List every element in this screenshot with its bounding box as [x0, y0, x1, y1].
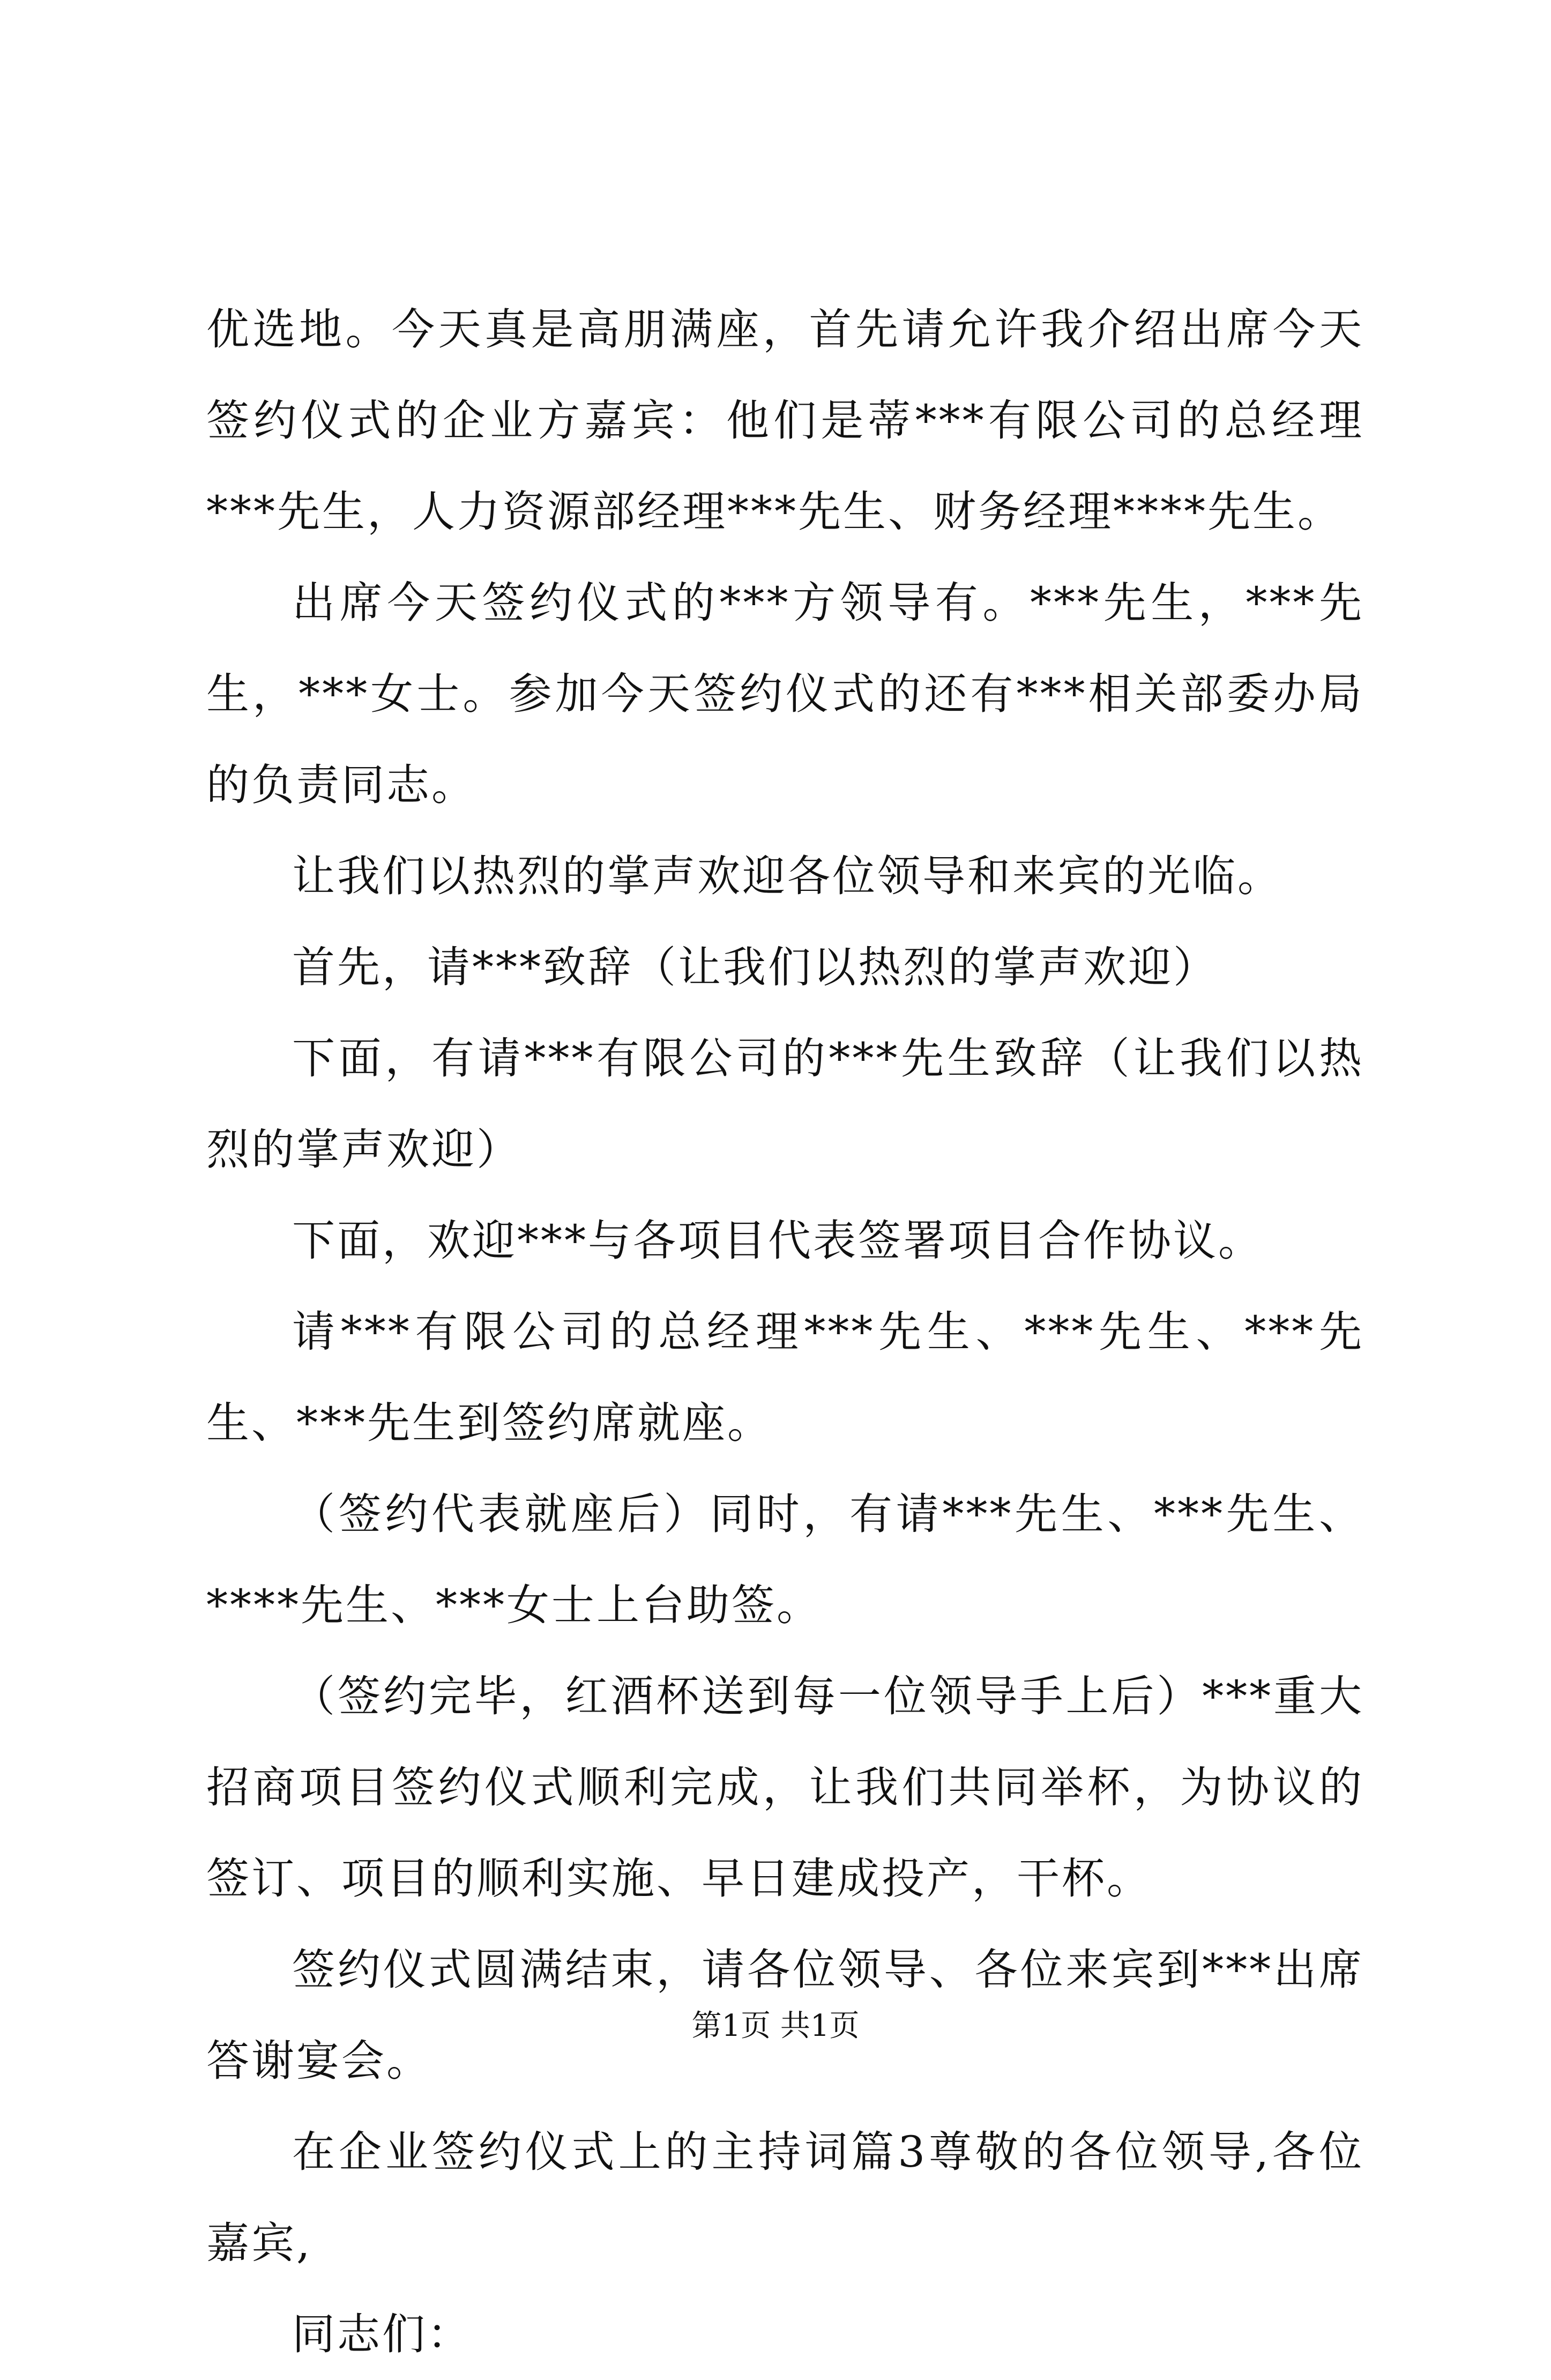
- paragraph-6: 下面，欢迎***与各项目代表签署项目合作协议。: [292, 1216, 1263, 1266]
- paragraph-7: 请***有限公司的总经理***先生、***先生、***先生、***先生到签约席就座。: [206, 1307, 1364, 1448]
- paragraph-4: 首先，请***致辞（让我们以热烈的掌声欢迎）: [292, 942, 1218, 992]
- paragraph-1: 优选地。今天真是高朋满座，首先请允许我介绍出席今天签约仪式的企业方嘉宾：他们是蒂***有限公司的总经理***先生，人力资源部经理***先生、财务经理****先生。: [206, 304, 1364, 537]
- paragraph-10: 签约仪式圆满结束，请各位领导、各位来宾到***出席答谢宴会。: [206, 1945, 1364, 2086]
- paragraph-12: 同志们：: [292, 2309, 472, 2359]
- paragraph-11: 在企业签约仪式上的主持词篇3尊敬的各位领导,各位嘉宾,: [206, 2127, 1364, 2268]
- paragraph-5: 下面，有请***有限公司的***先生致辞（让我们以热烈的掌声欢迎）: [206, 1033, 1364, 1174]
- document-body: [206, 284, 1364, 2380]
- paragraph-9: （签约完毕，红酒杯送到每一位领导手上后）***重大招商项目签约仪式顺利完成，让我们共同举杯，为协议的签订、项目的顺利实施、早日建成投产，干杯。: [206, 1671, 1364, 1903]
- paragraph-3: 让我们以热烈的掌声欢迎各位领导和来宾的光临。: [292, 851, 1282, 901]
- paragraph-8: （签约代表就座后）同时，有请***先生、***先生、****先生、***女士上台助签。: [206, 1489, 1364, 1630]
- page-number-footer: 第1页 共1页: [691, 2009, 860, 2043]
- paragraph-2: 出席今天签约仪式的***方领导有。***先生，***先生，***女士。参加今天签约仪式的还有***相关部委办局的负责同志。: [206, 578, 1364, 810]
